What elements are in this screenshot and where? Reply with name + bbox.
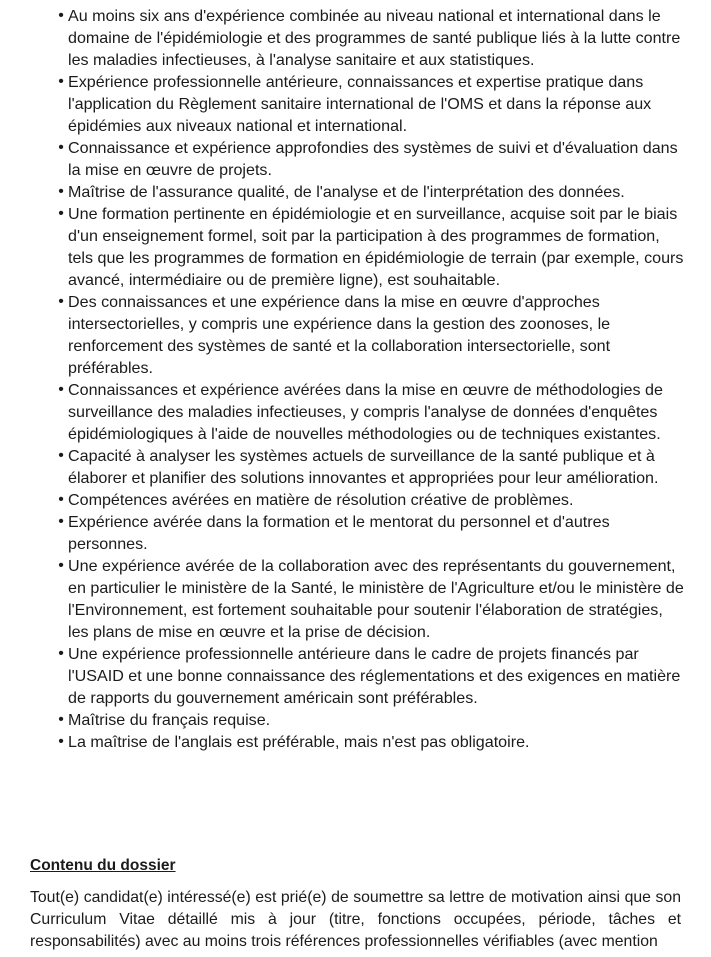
- list-item-text: Au moins six ans d'expérience combinée au niveau national et international dans le domaine de l'épidémiologie et des programmes de santé publique liés à la lutte contre les maladies infectieuses, à l'analyse sanitaire et aux statistiques.: [68, 7, 681, 69]
- list-item: [58, 71, 686, 137]
- list-item: [58, 709, 686, 731]
- list-item-text: Une expérience professionnelle antérieure dans le cadre de projets financés par l'USAID et une bonne connaissance des réglementations et des exigences en matière de rapports du gouvernement américain sont préférables.: [68, 645, 681, 707]
- bullet-icon: •: [58, 733, 64, 750]
- list-item-text: Connaissances et expérience avérées dans la mise en œuvre de méthodologies de surveillance des maladies infectieuses, y compris l'analyse de données d'enquêtes épidémiologiques à l'aide de nouvelles méthodologies ou de techniques existantes.: [68, 381, 663, 443]
- bullet-icon: •: [58, 557, 64, 574]
- bullet-icon: •: [58, 7, 64, 24]
- list-item: [58, 511, 686, 555]
- bullet-icon: •: [58, 381, 64, 398]
- bullet-icon: •: [58, 183, 64, 200]
- bullet-icon: •: [58, 447, 64, 464]
- list-item-text: Compétences avérées en matière de résolution créative de problèmes.: [68, 491, 574, 509]
- list-item-text: Des connaissances et une expérience dans la mise en œuvre d'approches intersectorielles, y compris une expérience dans la gestion des zoonoses, le renforcement des systèmes de santé et la collaboration intersectorielle, sont préférables.: [68, 293, 611, 377]
- section-heading: Contenu du dossier: [30, 857, 176, 874]
- bullet-icon: •: [58, 205, 64, 222]
- bullet-icon: •: [58, 491, 64, 508]
- bullet-icon: •: [58, 711, 64, 728]
- bullet-icon: •: [58, 645, 64, 662]
- list-item: [58, 181, 686, 203]
- list-item: [58, 731, 686, 753]
- list-item-text: Expérience professionnelle antérieure, connaissances et expertise pratique dans l'application du Règlement sanitaire international de l'OMS et dans la réponse aux épidémies aux niveaux national et international.: [68, 73, 652, 135]
- list-item-text: La maîtrise de l'anglais est préférable, mais n'est pas obligatoire.: [68, 733, 530, 751]
- list-item-text: Maîtrise du français requise.: [68, 711, 271, 729]
- list-item-text: Une expérience avérée de la collaboration avec des représentants du gouvernement, en particulier le ministère de la Santé, le ministère de l'Agriculture et/ou le ministère de l'Environnement, est fortement souhaitable pour soutenir l'élaboration de stratégies, les plans de mise en œuvre et la prise de décision.: [68, 557, 684, 641]
- list-item: [58, 643, 686, 709]
- list-item: [58, 203, 686, 291]
- list-item-text: Une formation pertinente en épidémiologie et en surveillance, acquise soit par le biais d'un enseignement formel, soit par la participation à des programmes de formation, tels que les programmes de formation en épidémiologie de terrain (par exemple, cours avancé, intermédiaire ou de première ligne), est souhaitable.: [68, 205, 684, 289]
- list-item: [58, 489, 686, 511]
- list-item-text: Maîtrise de l'assurance qualité, de l'analyse et de l'interprétation des données.: [68, 183, 625, 201]
- bullet-icon: •: [58, 139, 64, 156]
- list-item: [58, 379, 686, 445]
- list-item-text: Capacité à analyser les systèmes actuels de surveillance de la santé publique et à élaborer et planifier des solutions innovantes et appropriées pour leur amélioration.: [68, 447, 659, 487]
- list-item: [58, 445, 686, 489]
- list-item: [58, 555, 686, 643]
- list-item-text: Connaissance et expérience approfondies des systèmes de suivi et d'évaluation dans la mise en œuvre de projets.: [68, 139, 678, 179]
- bullet-icon: •: [58, 513, 64, 530]
- bullet-icon: •: [58, 293, 64, 310]
- list-item: [58, 5, 686, 71]
- bullet-icon: •: [58, 73, 64, 90]
- list-item-text: Expérience avérée dans la formation et le mentorat du personnel et d'autres personnes.: [68, 513, 610, 553]
- requirements-list: [58, 5, 686, 753]
- list-item: [58, 137, 686, 181]
- list-item: [58, 291, 686, 379]
- section-paragraph: Tout(e) candidat(e) intéressé(e) est prié(e) de soumettre sa lettre de motivation ainsi que son Curriculum Vitae détaillé mis à jour (titre, fonctions occupées, période, tâches et responsabilités) avec au moins trois références professionnelles vérifiables (avec mention: [30, 889, 681, 950]
